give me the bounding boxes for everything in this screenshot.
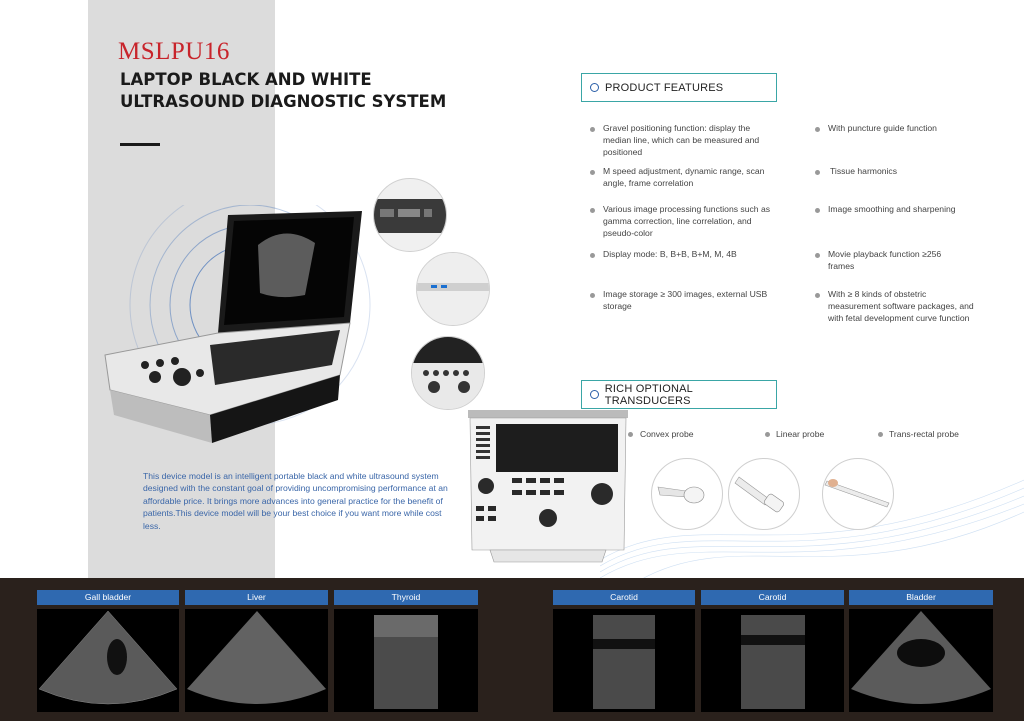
bullet-icon bbox=[765, 432, 770, 437]
feature-item: M speed adjustment, dynamic range, scan angle, frame correlation bbox=[603, 166, 765, 188]
gallery-label: Gall bladder bbox=[37, 590, 179, 605]
gallery-label: Bladder bbox=[849, 590, 993, 605]
title-line-1: LAPTOP BLACK AND WHITE bbox=[120, 70, 372, 89]
bullet-icon bbox=[878, 432, 883, 437]
circle-icon bbox=[590, 390, 599, 399]
device-description: This device model is an intelligent portable black and white ultrasound system designed with the constant goal of providing uncompromising performance at an affordable price. It brings more advances into general practice for the benefit of patients.This device model will be your best choice if you want more while cost less. bbox=[143, 471, 448, 531]
feature-item: Tissue harmonics bbox=[830, 166, 898, 176]
bullet-icon bbox=[590, 253, 595, 258]
probe-label-linear: Linear probe bbox=[776, 429, 825, 439]
gallbladder-scan bbox=[37, 609, 179, 712]
feature-item: Image storage ≥ 300 images, external USB storage bbox=[603, 289, 768, 311]
carotid-scan bbox=[553, 609, 695, 712]
title-line-2: ULTRASOUND DIAGNOSTIC SYSTEM bbox=[120, 92, 447, 111]
feature-item: Various image processing functions such as gamma correction, line correlation, and pseudo-color bbox=[603, 204, 771, 238]
feature-item: Movie playback function ≥256 frames bbox=[828, 249, 942, 271]
thyroid-scan bbox=[334, 609, 478, 712]
transducers-label: RICH OPTIONAL TRANSDUCERS bbox=[604, 382, 693, 407]
bullet-icon bbox=[815, 170, 820, 175]
product-features-label: PRODUCT FEATURES bbox=[605, 81, 724, 94]
bullet-icon bbox=[815, 127, 820, 132]
bullet-icon bbox=[590, 293, 595, 298]
feature-item: Gravel positioning function: display the median line, which can be measured and positioned bbox=[603, 123, 760, 157]
ultrasound-laptop-image bbox=[100, 205, 380, 455]
liver-scan bbox=[185, 609, 328, 712]
linear-probe-image bbox=[728, 458, 800, 530]
transducers-heading bbox=[581, 380, 777, 409]
gallery-label: Carotid bbox=[701, 590, 844, 605]
bladder-scan bbox=[849, 609, 993, 712]
probe-label-convex: Convex probe bbox=[640, 429, 694, 439]
title-divider bbox=[120, 143, 160, 146]
gallery-label: Liver bbox=[185, 590, 328, 605]
bullet-icon bbox=[628, 432, 633, 437]
product-title bbox=[120, 69, 446, 113]
port-detail-thumbnail bbox=[373, 178, 447, 252]
control-panel-image bbox=[468, 410, 628, 566]
keypad-detail-thumbnail bbox=[411, 336, 485, 410]
bullet-icon bbox=[815, 253, 820, 258]
gallery-label: Thyroid bbox=[334, 590, 478, 605]
feature-item: Display mode: B, B+B, B+M, M, 4B bbox=[603, 249, 737, 259]
product-features-heading bbox=[581, 73, 777, 102]
feature-item: Image smoothing and sharpening bbox=[828, 204, 956, 214]
feature-item: With puncture guide function bbox=[828, 123, 937, 133]
probe-label-transrectal: Trans-rectal probe bbox=[889, 429, 959, 439]
bullet-icon bbox=[815, 293, 820, 298]
hinge-detail-thumbnail bbox=[416, 252, 490, 326]
bullet-icon bbox=[590, 127, 595, 132]
transrectal-probe-image bbox=[822, 458, 894, 530]
gallery-label: Carotid bbox=[553, 590, 695, 605]
carotid-scan bbox=[701, 609, 844, 712]
bullet-icon bbox=[590, 170, 595, 175]
model-name: MSLPU16 bbox=[118, 38, 230, 65]
circle-icon bbox=[590, 83, 599, 92]
convex-probe-image bbox=[651, 458, 723, 530]
bullet-icon bbox=[590, 208, 595, 213]
bullet-icon bbox=[815, 208, 820, 213]
feature-item: With ≥ 8 kinds of obstetric measurement software packages, and with fetal development curve function bbox=[828, 289, 974, 323]
